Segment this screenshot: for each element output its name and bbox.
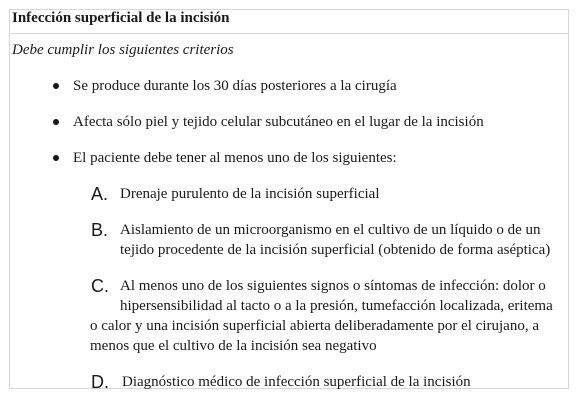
subcriteria-letter-a: A. — [91, 184, 109, 204]
subcriteria-b-line: tejido procedente de la incisión superficial (obtenido de forma aséptica) — [120, 242, 551, 258]
subcriteria-a-line: Drenaje purulento de la incisión superficial — [120, 186, 380, 202]
subcriteria-c-line: Al menos uno de los siguientes signos o síntomas de infección: dolor o — [120, 278, 546, 294]
subcriteria-d-line: Diagnóstico médico de infección superficial de la incisión — [122, 374, 471, 390]
subcriteria-c-line: o calor y una incisión superficial abierta deliberadamente por el cirujano, a — [90, 318, 539, 334]
subcriteria-c-line: hipersensibilidad al tacto o a la presión, tumefacción localizada, eritema — [120, 298, 553, 314]
criteria-panel — [9, 9, 569, 392]
criteria-item-text: Se produce durante los 30 días posteriores a la cirugía — [73, 78, 397, 94]
section-subtitle: Debe cumplir los siguientes criterios — [12, 42, 234, 58]
bullet-icon — [53, 83, 59, 89]
section-title: Infección superficial de la incisión — [12, 10, 230, 26]
title-row — [10, 10, 568, 34]
criteria-item-text: El paciente debe tener al menos uno de los siguientes: — [73, 150, 397, 166]
subcriteria-letter-b: B. — [91, 220, 109, 240]
bullet-icon — [53, 155, 59, 161]
subcriteria-b-line: Aislamiento de un microorganismo en el cultivo de un líquido o de un — [120, 222, 541, 238]
subcriteria-c-line: menos que el cultivo de la incisión sea negativo — [90, 338, 377, 354]
subcriteria-letter-d: D. — [91, 372, 109, 392]
subcriteria-letter-c: C. — [91, 276, 109, 296]
bullet-icon — [53, 119, 59, 125]
criteria-item-text: Afecta sólo piel y tejido celular subcutáneo en el lugar de la incisión — [73, 114, 484, 130]
